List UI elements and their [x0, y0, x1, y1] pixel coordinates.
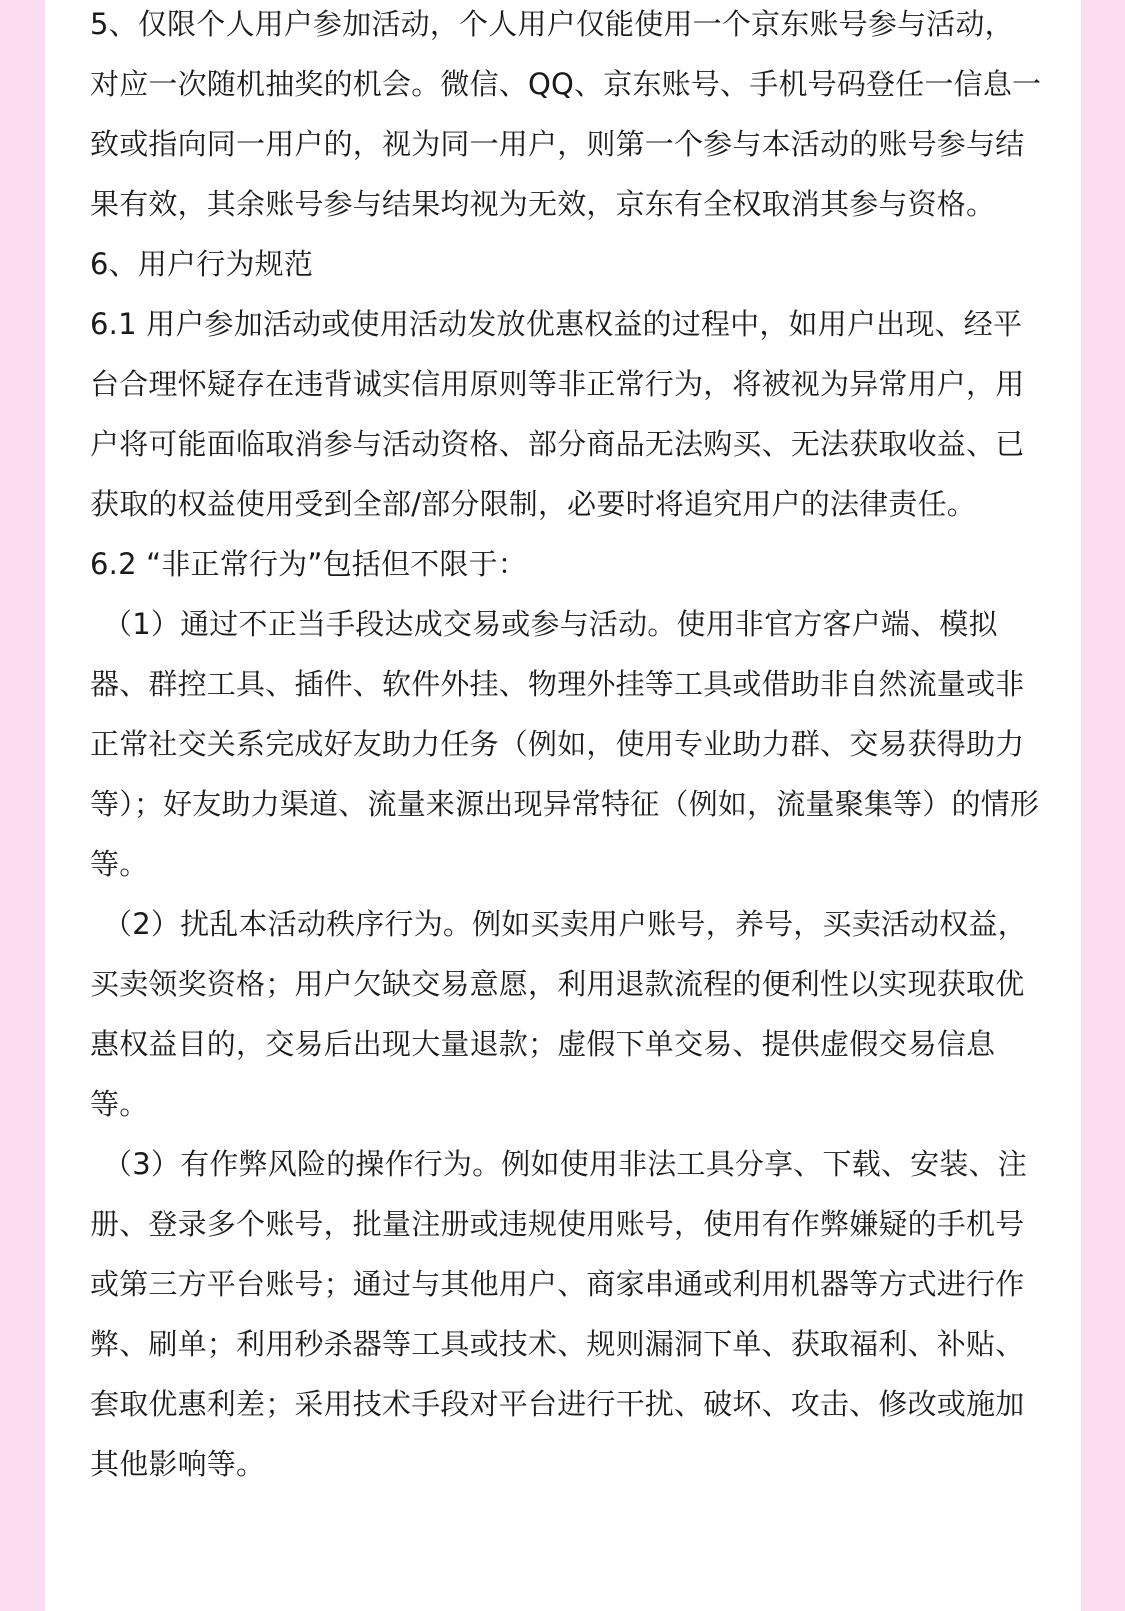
- rule-5-paragraph: 5、仅限个人用户参加活动，个人用户仅能使用一个京东账号参与活动，对应一次随机抽奖的机会。微信、QQ、京东账号、手机号码登任一信息一致或指向同一用户的，视为同一用户，则第一个参与本活动的账号参与结果有效，其余账号参与结果均视为无效，京东有全权取消其参与资格。: [90, 7, 1042, 221]
- rule-6-2-heading: 6.2 “非正常行为”包括但不限于：: [90, 547, 527, 581]
- rule-6-1-paragraph: 6.1 用户参加活动或使用活动发放优惠权益的过程中，如用户出现、经平台合理怀疑存在违背诚实信用原则等非正常行为，将被视为异常用户，用户将可能面临取消参与活动资格、部分商品无法购买、无法获取收益、已获取的权益使用受到全部/部分限制，必要时将追究用户的法律责任。: [90, 307, 1025, 521]
- activity-rules-text: [90, 0, 1042, 1494]
- rule-6-2-item-2: （2）扰乱本活动秩序行为。例如买卖用户账号，养号，买卖活动权益，买卖领奖资格；用户欠缺交易意愿，利用退款流程的便利性以实现获取优惠权益目的，交易后出现大量退款；虚假下单交易、提供虚假交易信息等。: [90, 907, 1027, 1121]
- rule-6-2-item-1: （1）通过不正当手段达成交易或参与活动。使用非官方客户端、模拟器、群控工具、插件、软件外挂、物理外挂等工具或借助非自然流量或非正常社交关系完成好友助力任务（例如，使用专业助力群、交易获得助力等）；好友助力渠道、流量来源出现异常特征（例如，流量聚集等）的情形等。: [90, 607, 1040, 881]
- rule-6-2-item-3: （3）有作弊风险的操作行为。例如使用非法工具分享、下载、安装、注册、登录多个账号，批量注册或违规使用账号，使用有作弊嫌疑的手机号或第三方平台账号；通过与其他用户、商家串通或利用机器等方式进行作弊、刷单；利用秒杀器等工具或技术、规则漏洞下单、获取福利、补贴、套取优惠利差；采用技术手段对平台进行干扰、破坏、攻击、修改或施加其他影响等。: [90, 1147, 1027, 1481]
- rule-6-heading: 6、用户行为规范: [90, 247, 314, 281]
